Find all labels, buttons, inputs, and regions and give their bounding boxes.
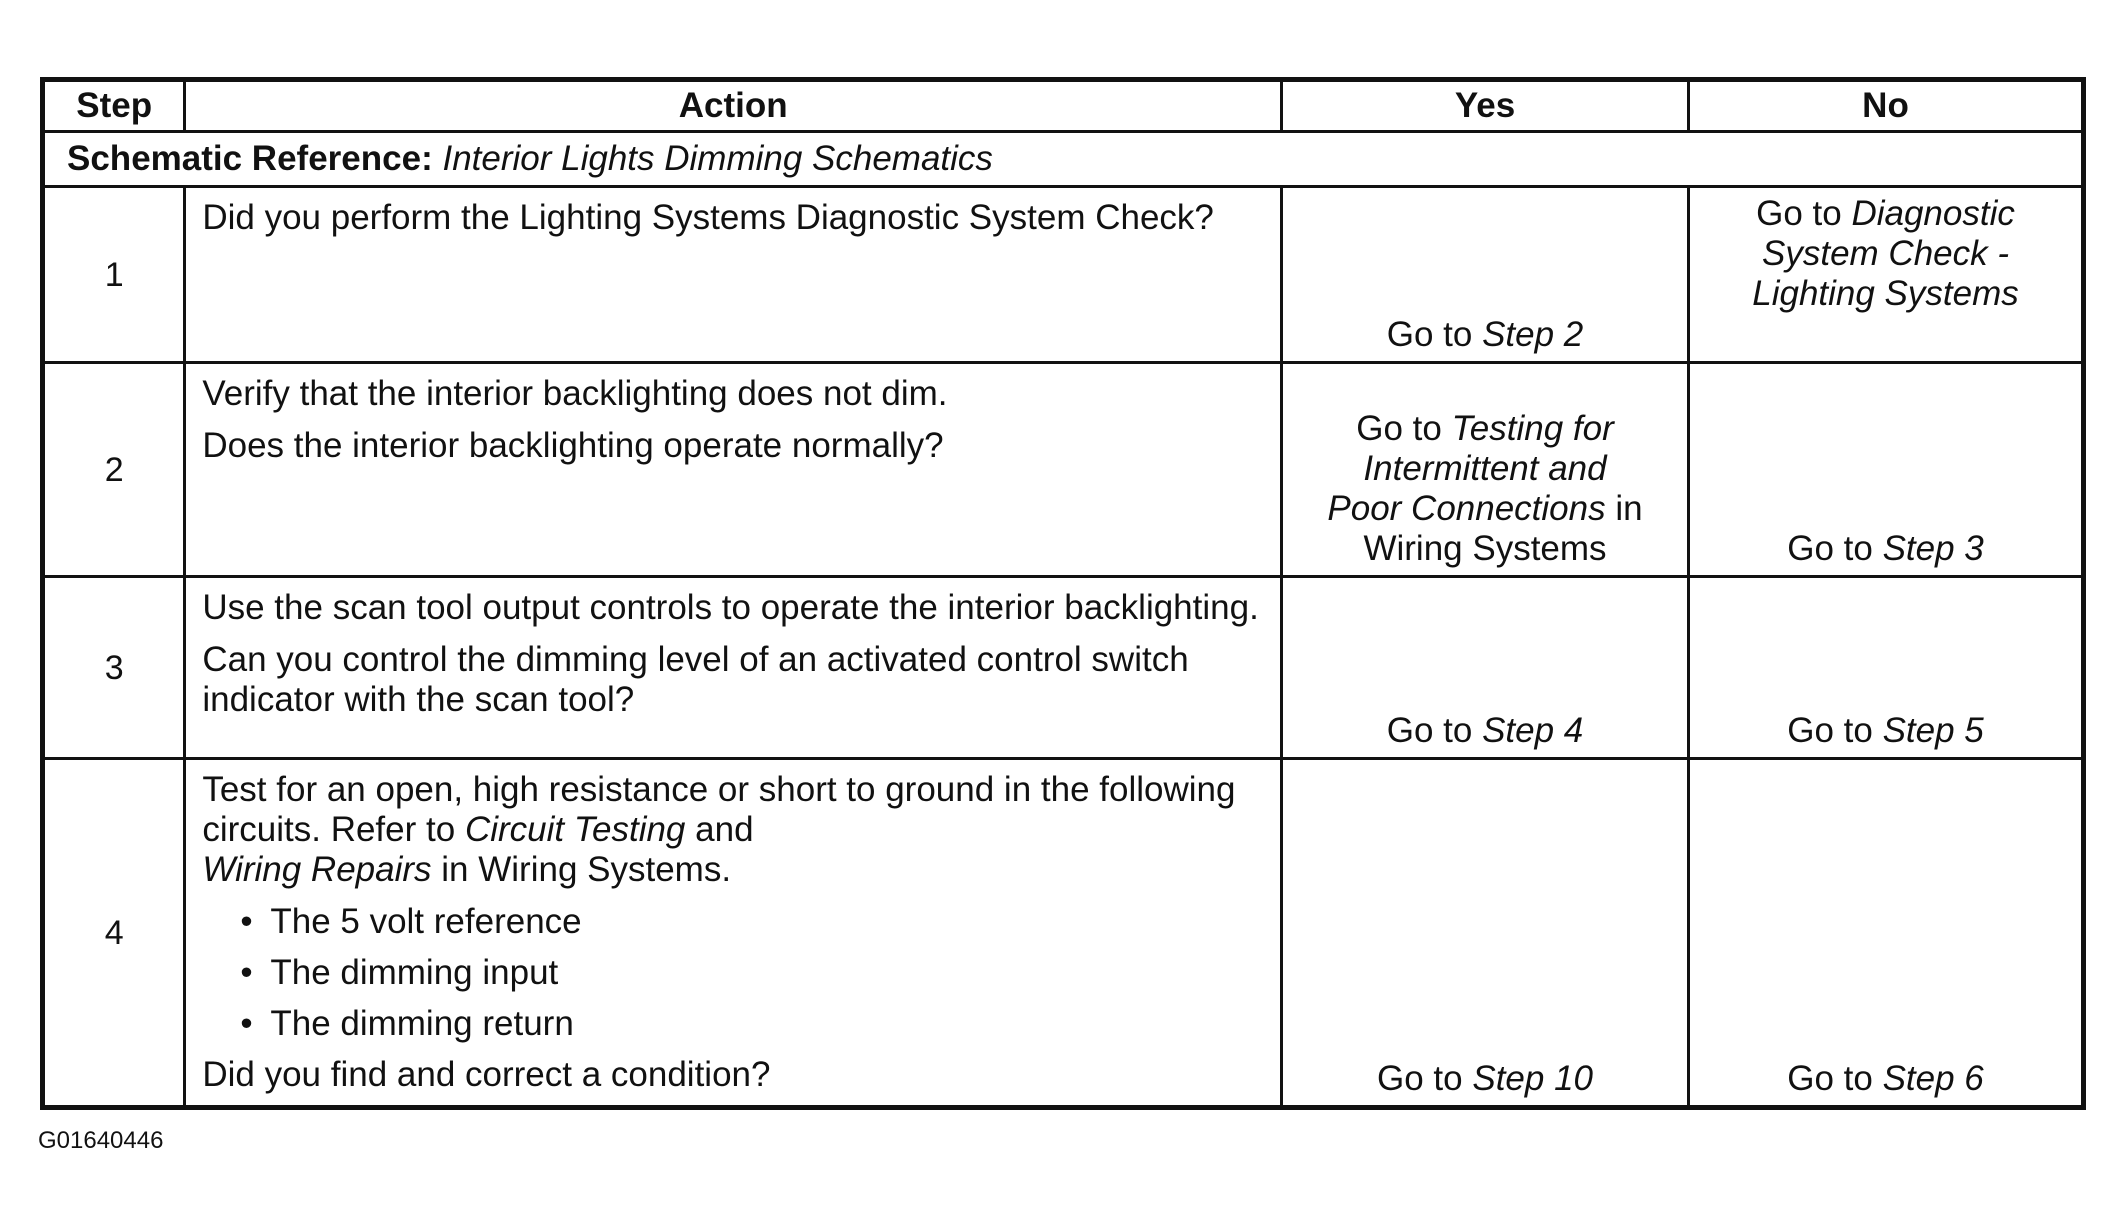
list-item: • The 5 volt reference [240, 902, 582, 941]
no-cell [1689, 577, 2084, 759]
action-cell [185, 363, 1282, 577]
no-link[interactable]: Step 3 [1882, 529, 1984, 568]
step-number: 2 [43, 363, 185, 577]
header-step: Step [43, 80, 185, 132]
table-row [43, 759, 2084, 1108]
list-item: • The dimming input [240, 953, 559, 992]
no-prefix: Go to [1787, 711, 1873, 750]
header-action: Action [185, 80, 1282, 132]
header-no: No [1689, 80, 2084, 132]
yes-link[interactable]: Step 2 [1482, 315, 1584, 354]
no-prefix: Go to [1787, 529, 1873, 568]
no-link[interactable]: Diagnostic System Check - Lighting Systems [1752, 194, 2019, 313]
table-row [43, 363, 2084, 577]
action-cell [185, 187, 1282, 363]
action-cell [185, 577, 1282, 759]
action-text: Use the scan tool output controls to operate the interior backlighting. [202, 588, 1259, 627]
yes-link[interactable]: Testing for Intermittent and Poor Connections [1327, 409, 1614, 528]
yes-cell [1282, 577, 1689, 759]
action-question: Does the interior backlighting operate normally? [202, 426, 944, 465]
no-link[interactable]: Step 6 [1882, 1059, 1984, 1098]
yes-prefix: Go to [1377, 1059, 1463, 1098]
yes-link[interactable]: Step 10 [1472, 1059, 1593, 1098]
action-text-intro: Test for an open, high resistance or short to ground in the following circuits. Refer to [202, 770, 1236, 849]
no-cell [1689, 363, 2084, 577]
schematic-reference-label: Schematic Reference: [67, 139, 433, 178]
action-text: Verify that the interior backlighting does not dim. [202, 374, 948, 413]
yes-cell [1282, 363, 1689, 577]
bullet-icon: • [240, 1004, 253, 1043]
bullet-icon: • [240, 902, 253, 941]
no-cell [1689, 187, 2084, 363]
bullet-icon: • [240, 953, 253, 992]
yes-suffix: in Wiring Systems [1363, 489, 1643, 568]
schematic-reference-row [43, 132, 2084, 187]
no-cell [1689, 759, 2084, 1108]
yes-cell [1282, 187, 1689, 363]
step-number: 3 [43, 577, 185, 759]
schematic-reference-link[interactable]: Interior Lights Dimming Schematics [442, 139, 993, 178]
no-prefix: Go to [1756, 194, 1842, 233]
list-item: • The dimming return [240, 1004, 574, 1043]
no-prefix: Go to [1787, 1059, 1873, 1098]
figure-id: G01640446 [38, 1127, 164, 1154]
action-text: Did you perform the Lighting Systems Diagnostic System Check? [202, 198, 1214, 237]
table-row [43, 187, 2084, 363]
diagnostic-table [40, 77, 2086, 1110]
yes-prefix: Go to [1386, 711, 1473, 750]
wiring-repairs-link[interactable]: Wiring Repairs [202, 850, 432, 889]
yes-prefix: Go to [1356, 409, 1442, 448]
step-number: 1 [43, 187, 185, 363]
header-row [43, 80, 2084, 132]
no-link[interactable]: Step 5 [1882, 711, 1984, 750]
circuit-testing-link[interactable]: Circuit Testing [464, 810, 686, 849]
schematic-reference-cell [43, 132, 2084, 187]
table-row [43, 577, 2084, 759]
action-question: Did you find and correct a condition? [202, 1055, 771, 1094]
action-cell [185, 759, 1282, 1108]
action-text-end: in Wiring Systems. [441, 850, 732, 889]
header-yes: Yes [1282, 80, 1689, 132]
yes-prefix: Go to [1386, 315, 1473, 354]
step-number: 4 [43, 759, 185, 1108]
circuit-list [202, 902, 1264, 1044]
action-text [202, 770, 1264, 890]
yes-cell [1282, 759, 1689, 1108]
yes-link[interactable]: Step 4 [1482, 711, 1584, 750]
action-question: Can you control the dimming level of an activated control switch indicator with the scan tool? [202, 640, 1189, 719]
action-text-and: and [695, 810, 754, 849]
